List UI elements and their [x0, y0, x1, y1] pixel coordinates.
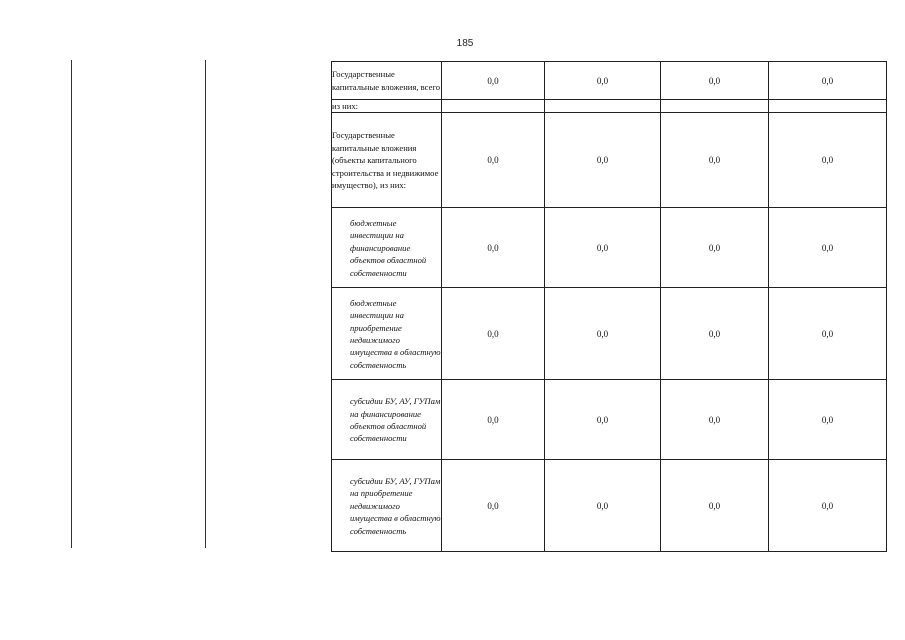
row-label: Государственные капитальные вложения (объекты капитального строительства и недвижимое имущество), из них: — [332, 113, 442, 208]
value-cell: 0,0 — [442, 208, 545, 288]
value-cell: 0,0 — [442, 380, 545, 460]
value-cell: 0,0 — [769, 380, 887, 460]
table-row — [332, 380, 887, 460]
value-cell: 0,0 — [661, 208, 769, 288]
value-cell: 0,0 — [442, 460, 545, 552]
value-cell: 0,0 — [545, 62, 661, 100]
value-cell: 0,0 — [545, 208, 661, 288]
row-label: Государственные капитальные вложения, всего — [332, 62, 442, 100]
table-row — [332, 460, 887, 552]
value-cell: 0,0 — [661, 380, 769, 460]
value-cell: 0,0 — [769, 288, 887, 380]
value-cell — [661, 100, 769, 113]
value-cell: 0,0 — [545, 380, 661, 460]
value-cell: 0,0 — [545, 113, 661, 208]
row-label: бюджетные инвестиции на финансирование объектов областной собственности — [332, 208, 442, 288]
value-cell: 0,0 — [661, 460, 769, 552]
capital-investments-table — [331, 61, 887, 552]
table-row — [332, 62, 887, 100]
row-label: субсидии БУ, АУ, ГУПам на финансирование объектов областной собственности — [332, 380, 442, 460]
value-cell: 0,0 — [661, 62, 769, 100]
row-label: из них: — [332, 100, 442, 113]
value-cell — [442, 100, 545, 113]
value-cell: 0,0 — [661, 288, 769, 380]
value-cell: 0,0 — [769, 62, 887, 100]
page-number: 185 — [456, 38, 474, 49]
value-cell: 0,0 — [545, 288, 661, 380]
value-cell — [545, 100, 661, 113]
value-cell: 0,0 — [442, 62, 545, 100]
value-cell: 0,0 — [442, 113, 545, 208]
value-cell: 0,0 — [769, 208, 887, 288]
table-row — [332, 288, 887, 380]
value-cell: 0,0 — [769, 113, 887, 208]
value-cell: 0,0 — [661, 113, 769, 208]
left-table-border — [71, 60, 72, 548]
row-label: бюджетные инвестиции на приобретение недвижимого имущества в областную собственность — [332, 288, 442, 380]
row-label: субсидии БУ, АУ, ГУПам на приобретение недвижимого имущества в областную собственность — [332, 460, 442, 552]
table-row — [332, 208, 887, 288]
table-row — [332, 113, 887, 208]
value-cell: 0,0 — [442, 288, 545, 380]
left-table-divider — [205, 60, 206, 548]
value-cell — [769, 100, 887, 113]
value-cell: 0,0 — [769, 460, 887, 552]
table-row — [332, 100, 887, 113]
value-cell: 0,0 — [545, 460, 661, 552]
